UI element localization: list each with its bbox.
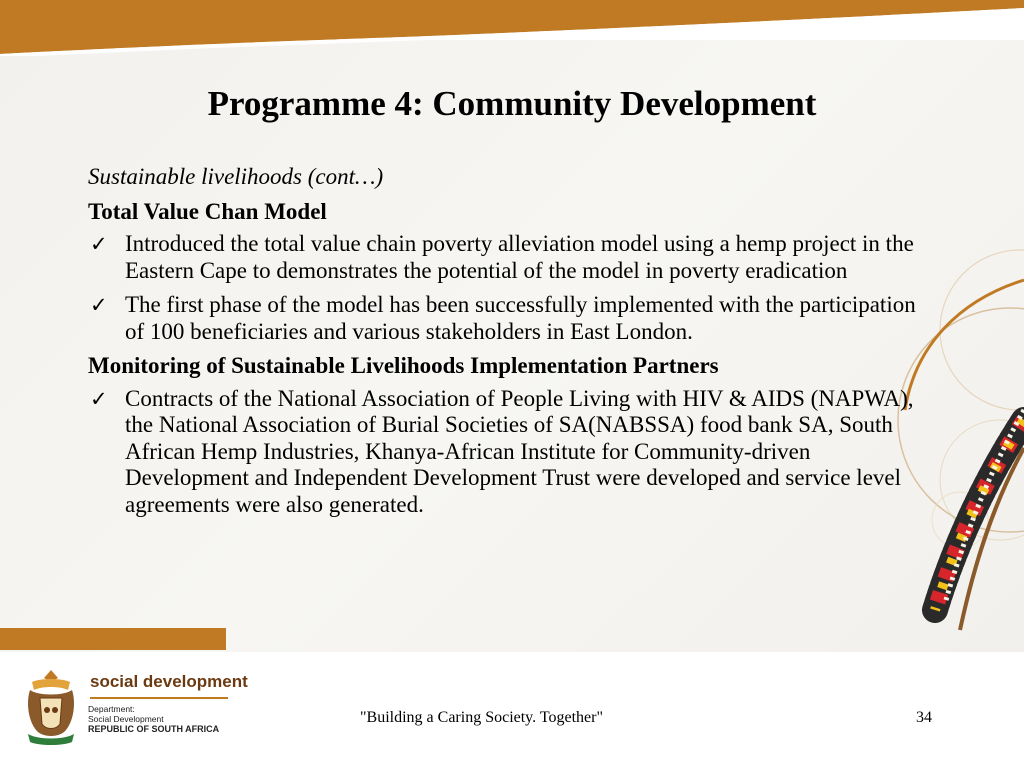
footer-tagline: "Building a Caring Society. Together" <box>360 709 604 726</box>
section-heading-monitoring: Monitoring of Sustainable Livelihoods Implementation Partners <box>88 353 719 378</box>
section-subtitle: Sustainable livelihoods (cont…) <box>88 164 384 189</box>
bullet-item <box>88 386 920 519</box>
coat-of-arms-logo <box>22 668 80 746</box>
brand-divider <box>90 697 228 699</box>
brand-name: social development <box>90 672 248 691</box>
department-name: Social Development <box>88 714 164 724</box>
page-number: 34 <box>916 709 932 726</box>
bottom-accent-band <box>0 628 226 650</box>
slide-title: Programme 4: Community Development <box>207 84 817 123</box>
checkmark-icon: ✓ <box>90 293 108 317</box>
bullet-item <box>88 231 920 284</box>
checkmark-icon: ✓ <box>90 386 108 411</box>
bullet-text: The first phase of the model has been successfully implemented with the participation of 100 beneficiaries and various stakeholders in East London. <box>125 292 916 344</box>
bullet-text: Introduced the total value chain poverty alleviation model using a hemp project in the Eastern Cape to demonstrates the potential of the model in poverty eradication <box>125 231 914 283</box>
checkmark-icon: ✓ <box>90 232 108 256</box>
bullet-text: Contracts of the National Association of People Living with HIV & AIDS (NAPWA), the National Association of Burial Societies of SA(NABSSA) food bank SA, South African Hemp Industries, Khanya-African Institute for Community-driven Development and Independent Development Trust were developed and service level agreements were also generated. <box>125 385 914 517</box>
bullet-item <box>88 292 920 345</box>
section-heading-total-value-chain: Total Value Chan Model <box>88 198 327 224</box>
republic-label: REPUBLIC OF SOUTH AFRICA <box>88 724 220 734</box>
department-info <box>88 704 219 734</box>
department-label: Department: <box>88 704 135 714</box>
slide-content <box>88 164 920 526</box>
